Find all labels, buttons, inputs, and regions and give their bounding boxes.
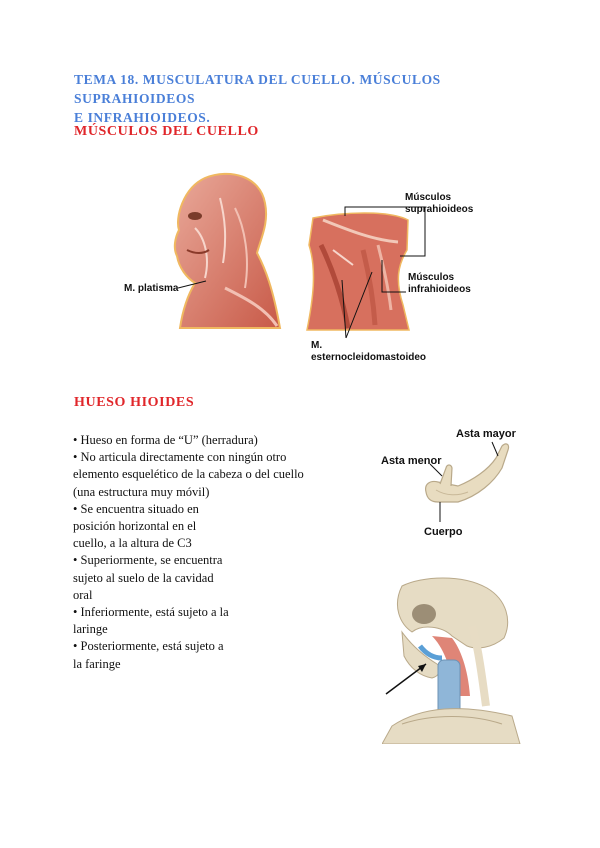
list-item: sujeto al suelo de la cavidad [73, 570, 214, 585]
list-item: oral [73, 587, 93, 602]
list-item: • No articula directamente con ningún otro [73, 450, 287, 465]
infrahyoid-leader [380, 258, 410, 298]
list-item: • Hueso en forma de “U” (herradura) [73, 433, 258, 447]
label-cuerpo: Cuerpo [424, 526, 463, 538]
title-line-2: E INFRAHIOIDEOS. [74, 110, 211, 125]
list-item: • Inferiormente, está sujeto a la [73, 605, 229, 620]
hyoid-description-list [73, 432, 333, 673]
list-item: • Posteriormente, está sujeto a [73, 639, 224, 654]
list-item: • Superiormente, se encuentra [73, 553, 223, 568]
list-item: posición horizontal en el [73, 519, 197, 534]
list-item: cuello, a la altura de C3 [73, 536, 192, 551]
list-item: • Se encuentra situado en [73, 501, 199, 516]
label-suprahyoid: Músculos suprahioideos [405, 192, 474, 215]
label-infrahyoid: Músculos infrahioideos [408, 272, 471, 295]
platisma-leader-line [178, 278, 208, 292]
sternocleidomastoid-leaders [338, 270, 378, 342]
label-platisma: M. platisma [124, 283, 179, 294]
list-item: laringe [73, 622, 108, 637]
list-item: (una estructura muy móvil) [73, 484, 210, 499]
title-line-1: TEMA 18. MUSCULATURA DEL CUELLO. MÚSCULOS SUPRAHIOIDEOS [74, 72, 441, 106]
head-muscles-illustration [165, 168, 285, 334]
section-heading-neck-muscles: MÚSCULOS DEL CUELLO [74, 124, 259, 139]
list-item: elemento esquelético de la cabeza o del cuello [73, 467, 304, 482]
hyoid-leaders [420, 436, 510, 526]
section-heading-hyoid-bone: HUESO HIOIDES [74, 395, 195, 410]
list-item: la faringe [73, 656, 121, 671]
label-asta-mayor: Asta mayor [456, 428, 516, 440]
document-title [74, 70, 554, 127]
label-sternocleidomastoid: M. esternocleidomastoideo [311, 340, 427, 363]
label-asta-menor: Asta menor [381, 455, 442, 467]
skull-neck-hyoid-location-illustration [382, 576, 522, 744]
